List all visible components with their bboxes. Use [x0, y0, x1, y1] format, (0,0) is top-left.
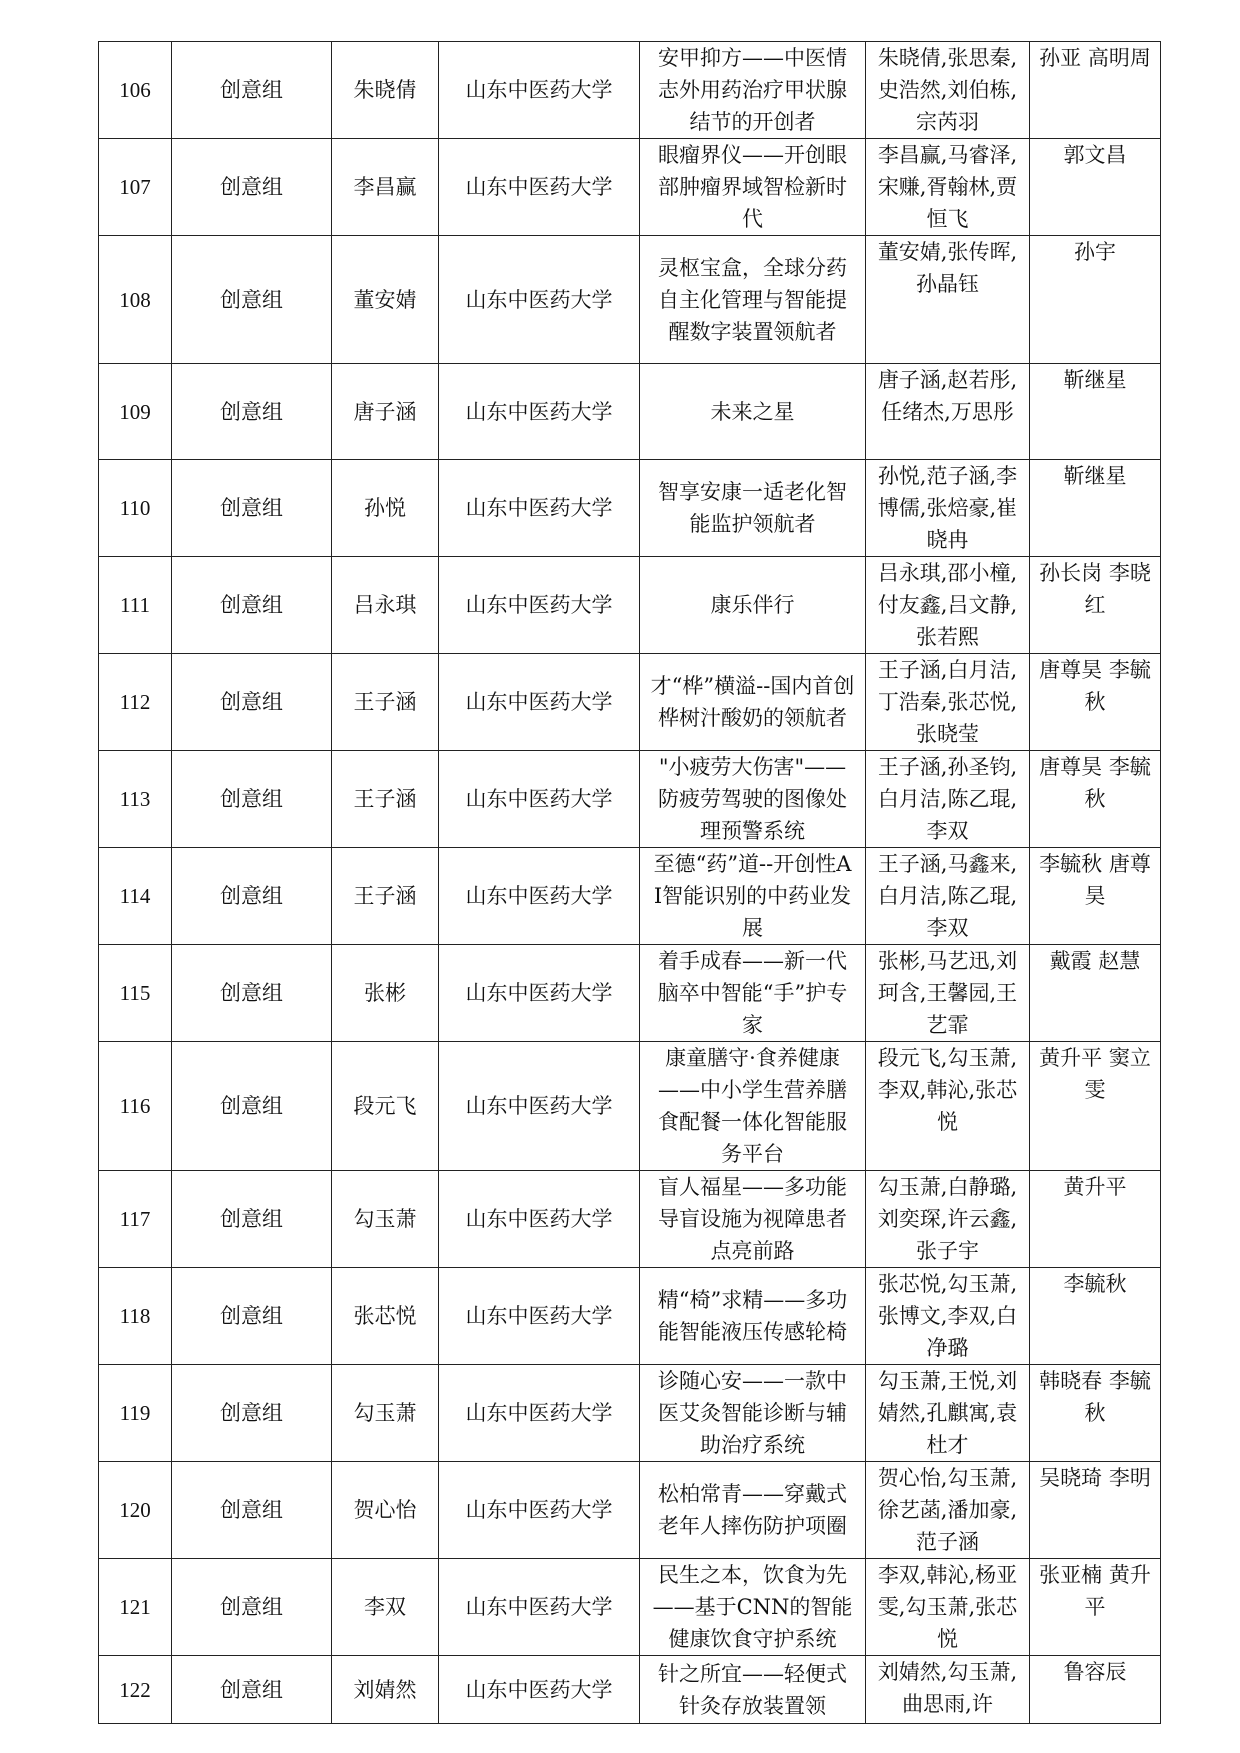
cell-leader: 王子涵 — [332, 654, 439, 751]
cell-no: 109 — [99, 364, 172, 460]
cell-advisor: 鲁容辰 — [1030, 1656, 1161, 1724]
cell-leader: 唐子涵 — [332, 364, 439, 460]
table-row — [99, 848, 1161, 945]
cell-leader: 勾玉萧 — [332, 1171, 439, 1268]
table-row — [99, 364, 1161, 460]
cell-members: 王子涵,白月洁,丁浩秦,张芯悦,张晓莹 — [866, 654, 1030, 751]
cell-no: 115 — [99, 945, 172, 1042]
cell-group: 创意组 — [172, 1171, 332, 1268]
cell-no: 121 — [99, 1559, 172, 1656]
cell-project: 针之所宜——轻便式针灸存放装置领 — [640, 1656, 866, 1724]
cell-advisor: 戴霞 赵慧 — [1030, 945, 1161, 1042]
cell-advisor: 黄升平 — [1030, 1171, 1161, 1268]
cell-group: 创意组 — [172, 1559, 332, 1656]
cell-project: 民生之本，饮食为先——基于CNN的智能健康饮食守护系统 — [640, 1559, 866, 1656]
cell-members: 张彬,马艺迅,刘珂含,王馨园,王艺霏 — [866, 945, 1030, 1042]
cell-no: 108 — [99, 236, 172, 364]
cell-school: 山东中医药大学 — [439, 557, 640, 654]
cell-school: 山东中医药大学 — [439, 42, 640, 139]
cell-leader: 段元飞 — [332, 1042, 439, 1171]
cell-no: 122 — [99, 1656, 172, 1724]
cell-project: 着手成春——新一代脑卒中智能“手”护专家 — [640, 945, 866, 1042]
table-row — [99, 1656, 1161, 1724]
table-row — [99, 460, 1161, 557]
table-row — [99, 654, 1161, 751]
cell-school: 山东中医药大学 — [439, 1042, 640, 1171]
cell-school: 山东中医药大学 — [439, 1559, 640, 1656]
cell-no: 107 — [99, 139, 172, 236]
cell-advisor: 孙长岗 李晓红 — [1030, 557, 1161, 654]
cell-school: 山东中医药大学 — [439, 1365, 640, 1462]
cell-group: 创意组 — [172, 236, 332, 364]
cell-leader: 贺心怡 — [332, 1462, 439, 1559]
cell-project: 灵枢宝盒，全球分药自主化管理与智能提醒数字装置领航者 — [640, 236, 866, 364]
cell-leader: 李昌赢 — [332, 139, 439, 236]
cell-leader: 孙悦 — [332, 460, 439, 557]
cell-members: 董安婧,张传晖,孙晶钰 — [866, 236, 1030, 364]
cell-project: 松柏常青——穿戴式老年人摔伤防护项圈 — [640, 1462, 866, 1559]
cell-school: 山东中医药大学 — [439, 236, 640, 364]
cell-no: 114 — [99, 848, 172, 945]
cell-no: 120 — [99, 1462, 172, 1559]
cell-group: 创意组 — [172, 654, 332, 751]
cell-members: 李双,韩沁,杨亚雯,勾玉萧,张芯悦 — [866, 1559, 1030, 1656]
cell-project: "小疲劳大伤害"——防疲劳驾驶的图像处理预警系统 — [640, 751, 866, 848]
cell-leader: 勾玉萧 — [332, 1365, 439, 1462]
cell-advisor: 靳继星 — [1030, 364, 1161, 460]
cell-project: 康童膳守·食养健康——中小学生营养膳食配餐一体化智能服务平台 — [640, 1042, 866, 1171]
cell-members: 贺心怡,勾玉萧,徐艺菡,潘加豪,范子涵 — [866, 1462, 1030, 1559]
cell-group: 创意组 — [172, 1656, 332, 1724]
cell-school: 山东中医药大学 — [439, 1171, 640, 1268]
cell-group: 创意组 — [172, 848, 332, 945]
cell-project: 智享安康一适老化智能监护领航者 — [640, 460, 866, 557]
cell-members: 勾玉萧,白静璐,刘奕琛,许云鑫,张子宇 — [866, 1171, 1030, 1268]
cell-project: 诊随心安——一款中医艾灸智能诊断与辅助治疗系统 — [640, 1365, 866, 1462]
cell-advisor: 孙宇 — [1030, 236, 1161, 364]
cell-members: 吕永琪,邵小橦,付友鑫,吕文静,张若熙 — [866, 557, 1030, 654]
cell-school: 山东中医药大学 — [439, 139, 640, 236]
cell-members: 孙悦,范子涵,李博儒,张焙豪,崔晓冉 — [866, 460, 1030, 557]
cell-leader: 吕永琪 — [332, 557, 439, 654]
cell-members: 王子涵,马鑫来,白月洁,陈乙琨,李双 — [866, 848, 1030, 945]
cell-members: 段元飞,勾玉萧,李双,韩沁,张芯悦 — [866, 1042, 1030, 1171]
cell-no: 119 — [99, 1365, 172, 1462]
cell-leader: 王子涵 — [332, 751, 439, 848]
table-row — [99, 1042, 1161, 1171]
cell-group: 创意组 — [172, 460, 332, 557]
cell-no: 116 — [99, 1042, 172, 1171]
table-row — [99, 139, 1161, 236]
cell-no: 117 — [99, 1171, 172, 1268]
cell-leader: 刘婧然 — [332, 1656, 439, 1724]
cell-group: 创意组 — [172, 1268, 332, 1365]
cell-project: 眼瘤界仪——开创眼部肿瘤界域智检新时代 — [640, 139, 866, 236]
cell-group: 创意组 — [172, 1042, 332, 1171]
cell-no: 110 — [99, 460, 172, 557]
award-list-table — [98, 41, 1161, 1724]
cell-school: 山东中医药大学 — [439, 945, 640, 1042]
cell-project: 未来之星 — [640, 364, 866, 460]
cell-advisor: 李毓秋 — [1030, 1268, 1161, 1365]
cell-members: 唐子涵,赵若彤,任绪杰,万思彤 — [866, 364, 1030, 460]
cell-no: 113 — [99, 751, 172, 848]
table-row — [99, 42, 1161, 139]
cell-advisor: 孙亚 高明周 — [1030, 42, 1161, 139]
cell-group: 创意组 — [172, 1365, 332, 1462]
cell-project: 盲人福星——多功能导盲设施为视障患者点亮前路 — [640, 1171, 866, 1268]
cell-members: 李昌赢,马睿泽,宋赚,胥翰林,贾恒飞 — [866, 139, 1030, 236]
cell-no: 118 — [99, 1268, 172, 1365]
table-row — [99, 557, 1161, 654]
table-body — [99, 42, 1161, 1724]
cell-school: 山东中医药大学 — [439, 1462, 640, 1559]
cell-group: 创意组 — [172, 139, 332, 236]
cell-leader: 王子涵 — [332, 848, 439, 945]
cell-group: 创意组 — [172, 557, 332, 654]
cell-group: 创意组 — [172, 364, 332, 460]
cell-school: 山东中医药大学 — [439, 1656, 640, 1724]
table-row — [99, 1268, 1161, 1365]
cell-advisor: 李毓秋 唐尊昊 — [1030, 848, 1161, 945]
cell-project: 安甲抑方——中医情志外用药治疗甲状腺结节的开创者 — [640, 42, 866, 139]
cell-advisor: 唐尊昊 李毓秋 — [1030, 751, 1161, 848]
cell-members: 张芯悦,勾玉萧,张博文,李双,白净璐 — [866, 1268, 1030, 1365]
cell-advisor: 靳继星 — [1030, 460, 1161, 557]
cell-no: 112 — [99, 654, 172, 751]
table-row — [99, 1559, 1161, 1656]
cell-school: 山东中医药大学 — [439, 848, 640, 945]
cell-project: 精“椅”求精——多功能智能液压传感轮椅 — [640, 1268, 866, 1365]
cell-leader: 董安婧 — [332, 236, 439, 364]
cell-advisor: 张亚楠 黄升平 — [1030, 1559, 1161, 1656]
cell-project: 才“桦”横溢--国内首创桦树汁酸奶的领航者 — [640, 654, 866, 751]
cell-group: 创意组 — [172, 1462, 332, 1559]
cell-members: 朱晓倩,张思秦,史浩然,刘伯栋,宗芮羽 — [866, 42, 1030, 139]
cell-no: 111 — [99, 557, 172, 654]
cell-school: 山东中医药大学 — [439, 751, 640, 848]
table-row — [99, 236, 1161, 364]
cell-leader: 李双 — [332, 1559, 439, 1656]
cell-project: 至德“药”道--开创性AI智能识别的中药业发展 — [640, 848, 866, 945]
cell-advisor: 吴晓琦 李明 — [1030, 1462, 1161, 1559]
cell-leader: 朱晓倩 — [332, 42, 439, 139]
cell-school: 山东中医药大学 — [439, 1268, 640, 1365]
cell-school: 山东中医药大学 — [439, 364, 640, 460]
cell-members: 刘婧然,勾玉萧,曲思雨,许 — [866, 1656, 1030, 1724]
table-row — [99, 945, 1161, 1042]
table-row — [99, 1171, 1161, 1268]
cell-advisor: 郭文昌 — [1030, 139, 1161, 236]
cell-advisor: 黄升平 窦立雯 — [1030, 1042, 1161, 1171]
cell-advisor: 唐尊昊 李毓秋 — [1030, 654, 1161, 751]
cell-school: 山东中医药大学 — [439, 460, 640, 557]
cell-group: 创意组 — [172, 42, 332, 139]
cell-members: 王子涵,孙圣钧,白月洁,陈乙琨,李双 — [866, 751, 1030, 848]
table-row — [99, 1462, 1161, 1559]
cell-leader: 张彬 — [332, 945, 439, 1042]
cell-group: 创意组 — [172, 751, 332, 848]
cell-members: 勾玉萧,王悦,刘婧然,孔麒寓,袁杜才 — [866, 1365, 1030, 1462]
cell-project: 康乐伴行 — [640, 557, 866, 654]
cell-leader: 张芯悦 — [332, 1268, 439, 1365]
table-row — [99, 751, 1161, 848]
cell-school: 山东中医药大学 — [439, 654, 640, 751]
table-row — [99, 1365, 1161, 1462]
cell-advisor: 韩晓春 李毓秋 — [1030, 1365, 1161, 1462]
cell-group: 创意组 — [172, 945, 332, 1042]
cell-no: 106 — [99, 42, 172, 139]
